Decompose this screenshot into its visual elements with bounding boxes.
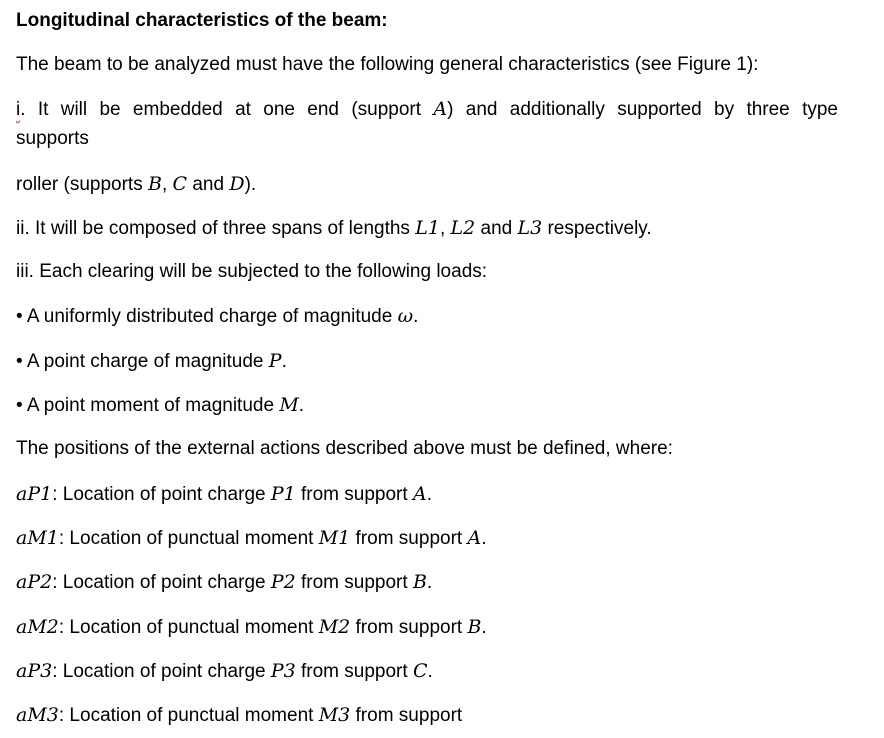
definition-line: aP3: Location of point charge P3 from support C. <box>16 660 433 682</box>
section-heading: Longitudinal characteristics of the beam: <box>16 10 388 31</box>
bullet-item: • A point charge of magnitude P. <box>16 350 287 372</box>
definition-line: aM2: Location of punctual moment M2 from support B. <box>16 616 487 638</box>
bullet-icon: • <box>16 395 23 416</box>
bullet-item: • A point moment of magnitude M. <box>16 394 305 416</box>
item-i-wrap: supports <box>16 128 89 149</box>
item-i-continuation: roller (supports B, C and D). <box>16 173 257 195</box>
definition-line: aM3: Location of punctual moment M3 from support <box>16 704 463 726</box>
positions-intro: The positions of the external actions described above must be defined, where: <box>16 438 673 459</box>
spellcheck-marker: i <box>16 99 21 120</box>
bullet-icon: • <box>16 351 23 372</box>
definition-line: aP2: Location of point charge P2 from support B. <box>16 571 433 593</box>
bullet-icon: • <box>16 306 23 327</box>
intro-paragraph: The beam to be analyzed must have the following general characteristics (see Figure 1): <box>16 54 759 75</box>
item-iii: iii. Each clearing will be subjected to the following loads: <box>16 261 488 282</box>
definition-line: aM1: Location of punctual moment M1 from support A. <box>16 527 487 549</box>
definition-line: aP1: Location of point charge P1 from support A. <box>16 483 432 505</box>
item-ii: ii. It will be composed of three spans of lengths L1, L2 and L3 respectively. <box>16 217 652 239</box>
item-i: i. It will be embedded at one end (support A) and additionally supported by three type <box>16 98 838 120</box>
bullet-item: • A uniformly distributed charge of magnitude ω. <box>16 305 419 327</box>
